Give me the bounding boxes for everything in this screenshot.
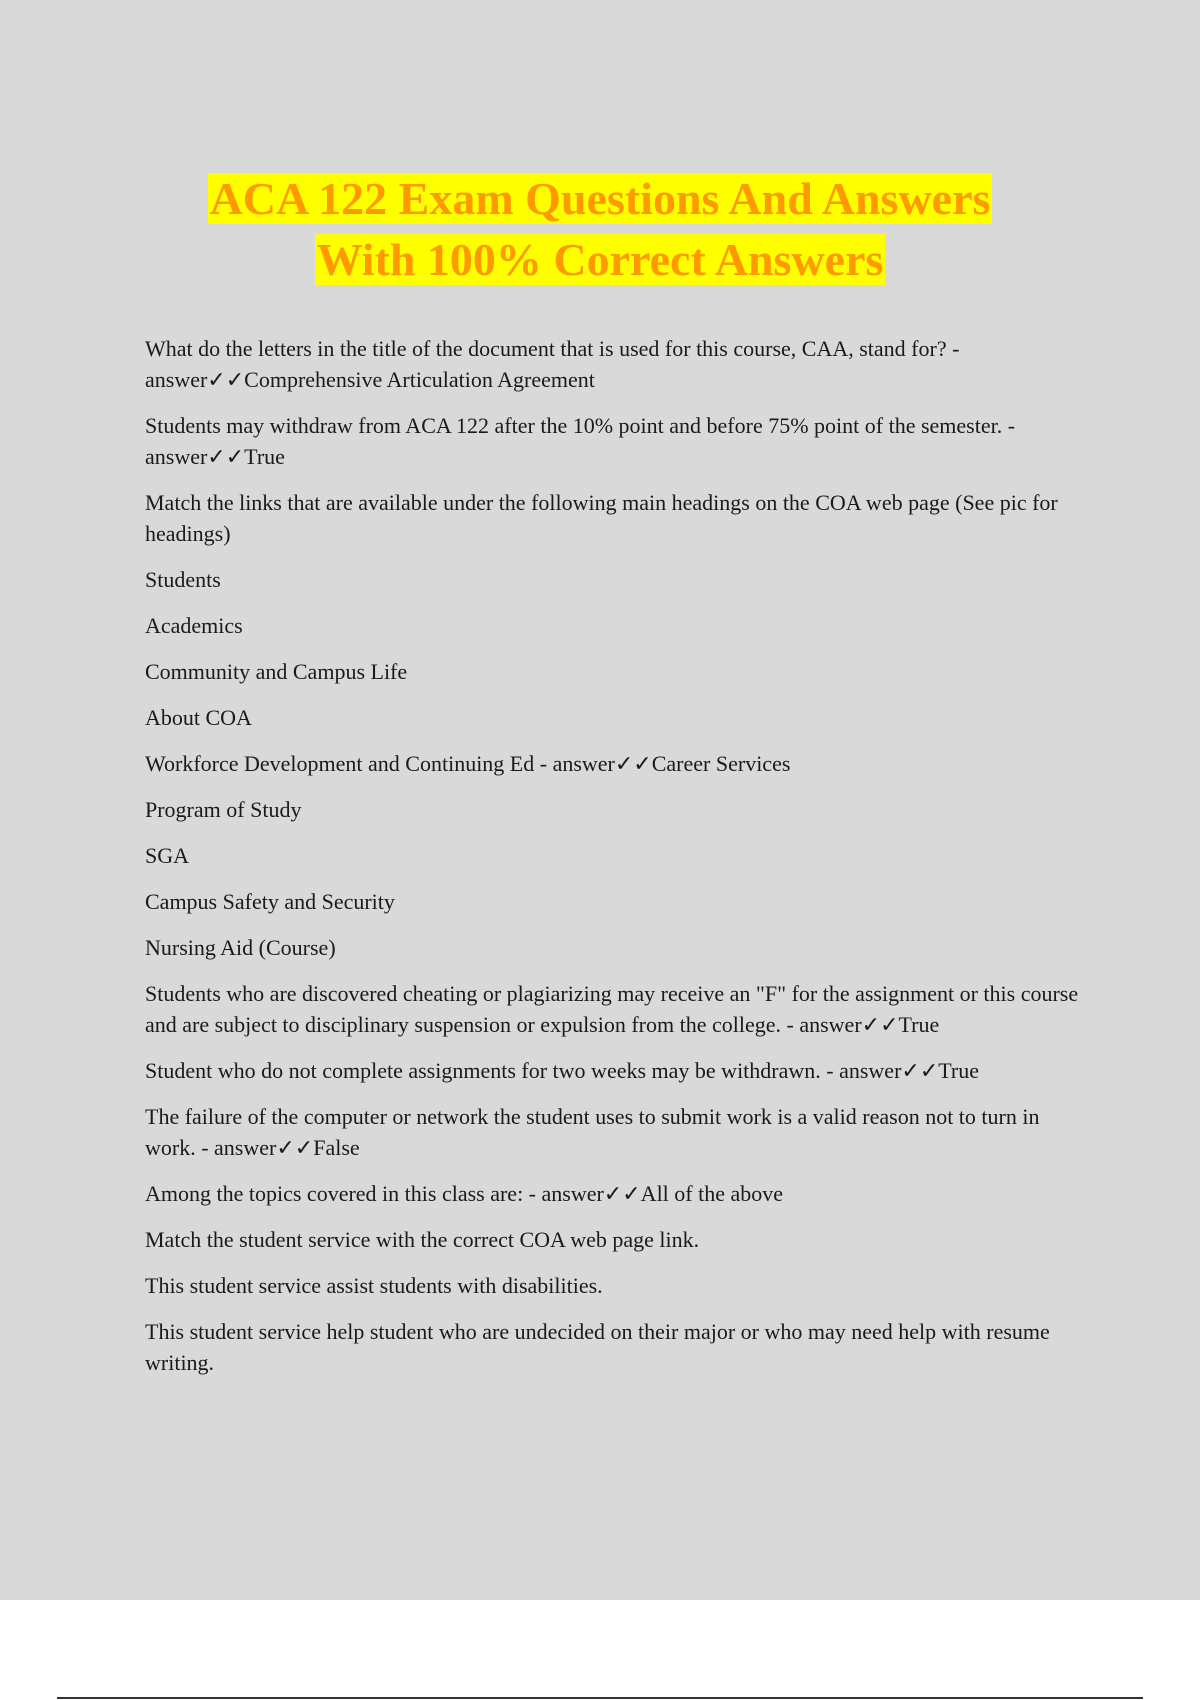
heading-workforce: Workforce Development and Continuing Ed - answer✓✓Career Services [145,751,791,776]
heading-community: Community and Campus Life [145,659,408,684]
question-withdraw: Students may withdraw from ACA 122 after the 10% point and before 75% point of the semester. - answer✓✓True [145,413,1016,469]
document-body [145,333,1085,1393]
service-undecided: This student service help student who are undecided on their major or who may need help with resume writing. [145,1319,1050,1375]
question-assignments: Student who do not complete assignments for two weeks may be withdrawn. - answer✓✓True [145,1058,980,1083]
link-nursing-aid: Nursing Aid (Course) [145,935,336,960]
heading-students: Students [145,567,221,592]
heading-about-coa: About COA [145,705,252,730]
bottom-divider [57,1697,1143,1699]
link-program-of-study: Program of Study [145,797,302,822]
title-line-1: ACA 122 Exam Questions And Answers [209,173,991,224]
title-line-2: With 100% Correct Answers [316,234,884,285]
question-topics: Among the topics covered in this class are: - answer✓✓All of the above [145,1181,784,1206]
link-campus-safety: Campus Safety and Security [145,889,395,914]
question-match-services: Match the student service with the correct COA web page link. [145,1227,700,1252]
question-cheating: Students who are discovered cheating or plagiarizing may receive an "F" for the assignment or this course and are subject to disciplinary suspension or expulsion from the college. - answer✓✓True [145,981,1079,1037]
link-sga: SGA [145,843,190,868]
question-caa: What do the letters in the title of the document that is used for this course, CAA, stand for? - answer✓✓Comprehensive Articulation Agreement [145,336,960,392]
document-title [0,168,1200,290]
heading-academics: Academics [145,613,243,638]
service-disabilities: This student service assist students with disabilities. [145,1273,603,1298]
question-match-links: Match the links that are available under the following main headings on the COA web page (See pic for headings) [145,490,1058,546]
question-computer-failure: The failure of the computer or network the student uses to submit work is a valid reason not to turn in work. - answer✓✓False [145,1104,1040,1160]
